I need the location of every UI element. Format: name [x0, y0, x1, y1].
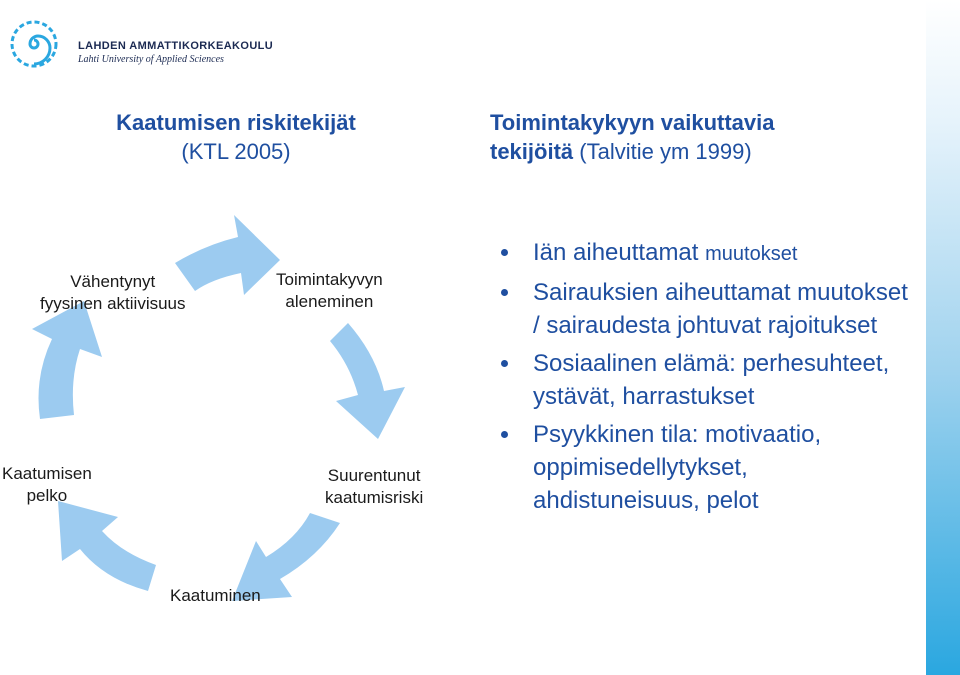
- right-heading-line1: Toimintakykyyn vaikuttavia: [490, 110, 775, 135]
- bullet-item: Iän aiheuttamat muutokset: [500, 236, 920, 271]
- factor-bullet-list: [500, 236, 920, 522]
- logo-name: LAHDEN AMMATTIKORKEAKOULU: [78, 40, 274, 52]
- left-heading-title: Kaatumisen riskitekijät: [116, 110, 356, 135]
- cycle-node-function-decline: Toimintakyvyn aleneminen: [276, 270, 383, 311]
- left-heading-citation: (KTL 2005): [181, 139, 291, 164]
- cycle-arrows: [0, 205, 470, 625]
- cycle-arrow-left: [32, 301, 102, 419]
- bullet-item: Sosiaalinen elämä: perhesuhteet, ystävät, harrastukset: [500, 347, 920, 413]
- spiral-logo-icon: [8, 18, 60, 70]
- cycle-arrow-right: [330, 323, 405, 439]
- cycle-node-falling: Kaatuminen: [170, 586, 261, 605]
- cycle-node-increased-risk: Suurentunut kaatumisriski: [325, 466, 424, 507]
- cycle-node-reduced-activity: Vähentynyt fyysinen aktiivisuus: [40, 272, 186, 313]
- bullet-item: Sairauksien aiheuttamat muutokset / sairaudesta johtuvat rajoitukset: [500, 276, 920, 342]
- right-heading-line2: tekijöitä: [490, 139, 574, 164]
- fall-risk-cycle-diagram: [0, 205, 470, 625]
- cycle-node-fear-of-falling: Kaatumisen pelko: [2, 464, 92, 505]
- cycle-arrow-bottom-left: [58, 501, 156, 591]
- right-heading: [490, 108, 910, 166]
- university-logo: [8, 18, 274, 78]
- bullet-item: Psyykkinen tila: motivaatio, oppimisedellytykset, ahdistuneisuus, pelot: [500, 418, 920, 517]
- side-decor-bar: [926, 0, 960, 675]
- right-heading-citation: (Talvitie ym 1999): [579, 139, 752, 164]
- cycle-arrow-top: [175, 215, 280, 295]
- left-heading: [86, 108, 386, 166]
- logo-subtitle: Lahti University of Applied Sciences: [78, 54, 224, 65]
